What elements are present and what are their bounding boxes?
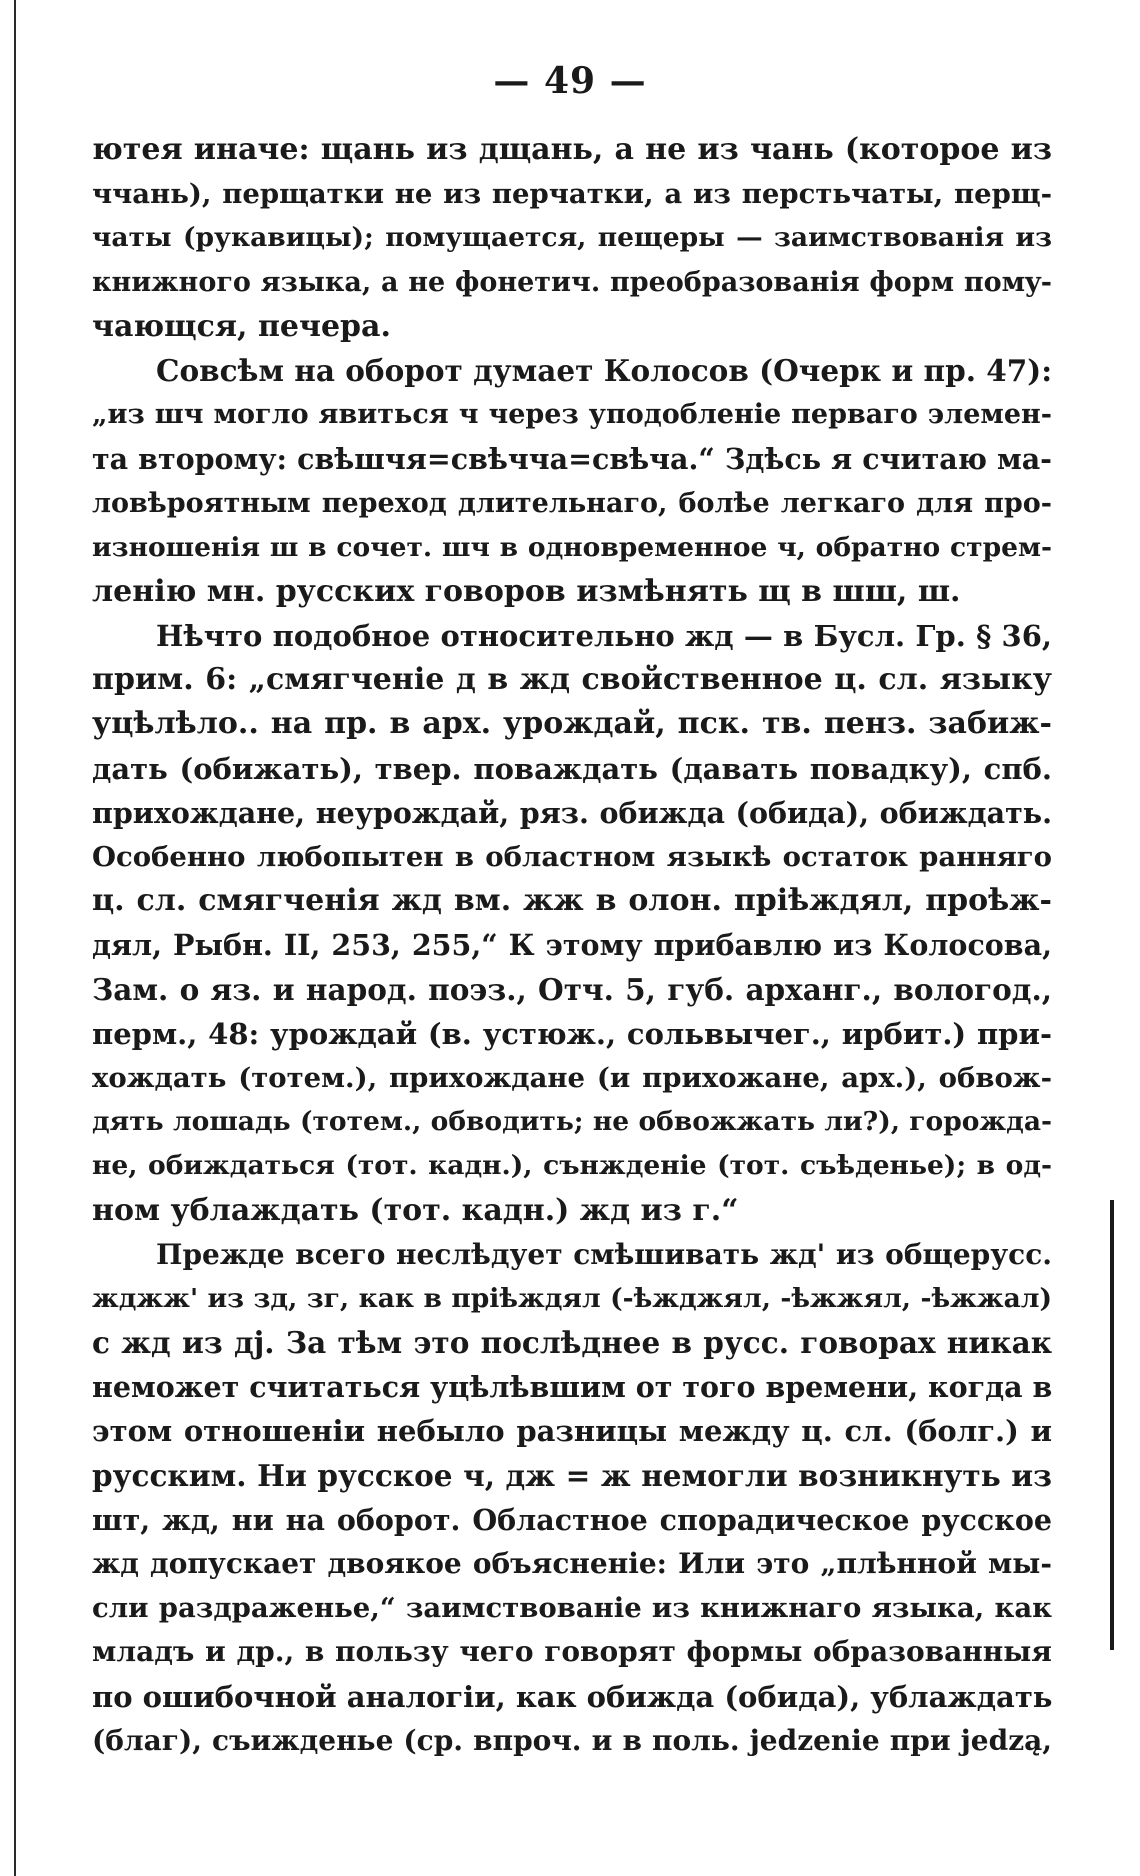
text-line: ленію мн. русских говоров измѣнять щ в шш, ш. (92, 573, 961, 609)
text-line: младъ и др., в пользу чего говорят формы образованныя (92, 1635, 1052, 1669)
text-line: жджж' из зд, зг, как в пріѣждял (-ѣжджял, -ѣжжял, -ѣжжал) (92, 1282, 1052, 1314)
text-line: дать (обижать), твер. поваждать (давать повадку), спб. (92, 751, 1052, 786)
text-line: Нѣчто подобное относительно жд — в Бусл. Гр. § 36, (156, 619, 1052, 654)
text-line: „из шч могло явиться ч через уподобленіе перваго элемен- (92, 399, 1052, 431)
text-line: та второму: свѣшчя=свѣчча=свѣча.“ Здѣсь я считаю ма- (92, 442, 1052, 477)
text-line: (благ), съижденье (ср. впроч. и в поль. jedzenie при jedzą, (92, 1723, 1052, 1757)
text-line: изношенія ш в сочет. шч в одновременное ч, обратно стрем- (92, 531, 1052, 563)
text-line: дять лошадь (тотем., обводить; не обвожжать ли?), горожда- (92, 1106, 1052, 1138)
text-line: дял, Рыбн. II, 253, 255,“ К этому прибавлю из Колосова, (92, 928, 1052, 963)
text-line: русским. Ни русское ч, дж = ж немогли возникнуть из (92, 1457, 1052, 1493)
text-line: перм., 48: урождай (в. устюж., сольвычег., ирбит.) при- (92, 1016, 1052, 1051)
page-number: — 49 — (493, 60, 647, 102)
text-line: не, обиждаться (тот. кадн.), сънжденіе (тот. съѣденье); в од- (92, 1150, 1052, 1182)
text-line: чающся, печера. (92, 308, 391, 344)
text-line: книжного языка, а не фонетич. преобразованія форм помy- (92, 266, 1052, 298)
text-line: Прежде всего неслѣдует смѣшивать жд' из общерусс. (156, 1237, 1052, 1271)
text-line: чаты (рукавицы); помущается, пещеры — заимствованія из (92, 222, 1052, 254)
text-line: прихождане, неурождай, ряз. обижда (обида), обиждать. (92, 795, 1052, 830)
text-line: по ошибочной аналогіи, как обижда (обида), ублаждать (92, 1679, 1052, 1714)
text-line: Особенно любопытен в областном языкѣ остаток ранняго (92, 841, 1052, 873)
text-line: жд допускает двоякое объясненіе: Или это „плѣнной мы- (92, 1547, 1052, 1580)
text-line: хождать (тотем.), прихождане (и прихожане, арх.), обвож- (92, 1061, 1052, 1094)
scan-edge-left (14, 0, 16, 1876)
body-text (92, 128, 1052, 1763)
text-line: этом отношеніи небыло разницы между ц. сл. (болг.) и (92, 1414, 1052, 1449)
text-line: неможет считаться уцѣлѣвшим от того времени, когда в (92, 1370, 1052, 1405)
text-line: с жд из дј. За тѣм это послѣднее в русс. говорах никак (92, 1325, 1052, 1361)
text-line: ц. сл. смягченія жд вм. жж в олон. пріѣждял, проѣж- (92, 883, 1052, 919)
text-line: ччань), перщатки не из перчатки, а из перстьчаты, перщ- (92, 178, 1052, 211)
text-line: прим. 6: „смягченіе д в жд свойственное ц. сл. языку (92, 662, 1052, 698)
text-line: Совсѣм на оборот думает Колосов (Очерк и пр. 47): (156, 352, 1052, 388)
text-line: ловѣроятным переход длительнаго, болѣе легкаго для про- (92, 487, 1052, 519)
text-line: сли раздраженье,“ заимствованіе из книжнаго языка, как (92, 1592, 1052, 1625)
text-line: шт, жд, ни на оборот. Областное спорадическое русское (92, 1502, 1052, 1537)
text-line: Зам. о яз. и народ. поэз., Отч. 5, губ. арханг., вологод., (92, 971, 1052, 1007)
scan-edge-right (1110, 1200, 1114, 1650)
text-line: уцѣлѣло.. на пр. в арх. урождай, пск. тв. пенз. забиж- (92, 706, 1052, 742)
text-line: ном ублаждать (тот. кадн.) жд из г.“ (92, 1192, 739, 1228)
text-line: ютея иначе: щань из дщань, а не из чань (которое из (92, 132, 1052, 167)
